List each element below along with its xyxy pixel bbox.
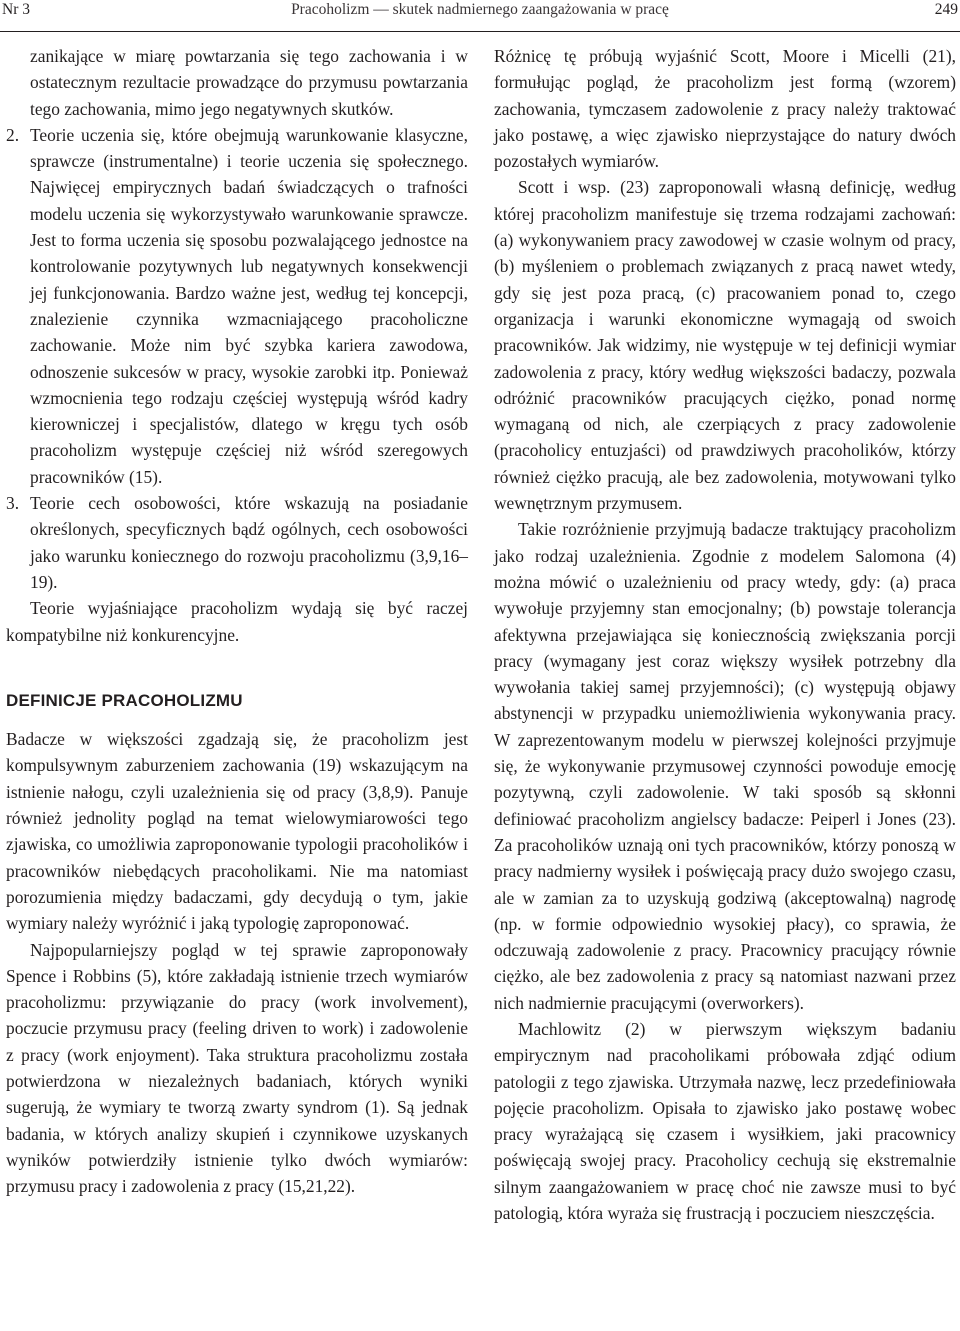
header-rule: [0, 31, 960, 32]
paragraph: Badacze w większości zgadzają się, że pracoholizm jest kompulsywnym zaburzeniem zachowania (19) wskazującym na istnienie nałogu, czyli uzależnienia się od pracy (3,8,9). Panuje również jednolity pogląd na temat wielowymiarowości tego zjawiska, co umożliwia zaproponowanie typologii pracoholików i pracowników niebędących pracoholikami. Nie ma natomiast porozumienia między badaczami, gdy decydują o tym, jakie wymiary należy wyróżnić i jaką typologię zaproponować.: [6, 729, 468, 934]
issue-number: Nr 3: [2, 1, 30, 18]
running-header: [0, 0, 960, 22]
paragraph: Różnicę tę próbują wyjaśnić Scott, Moore i Micelli (21), formułując pogląd, że pracoholizm jest formą (wzorem) zachowania, tymczasem zadowolenie z pracy należy traktować jako postawę, a więc zjawisko nieprzystające do natury dwóch pozostałych wymiarów.: [494, 46, 956, 172]
paragraph: Takie rozróżnienie przyjmują badacze traktujący pracoholizm jako rodzaj uzależnienia. Zgodnie z modelem Salomona (4) można mówić o uzależnieniu od pracy wtedy, gdy: (a) praca wywołuje przyjemny stan emocjonalny; (b) powstaje tolerancja afektywna przejawiająca się koniecznością zwiększania porcji pracy (wymagany jest coraz większy wysiłek potrzebny dla wywołania takiej samej przyjemności); (c) występują objawy abstynencji w przypadku uniemożliwienia wykonywania pracy. W zaprezentowanym modelu w pierwszej kolejności przyjmuje się, że wykonywanie przymusowej czynności powoduje emocję pozytywną, czyli zadowolenie. W taki sposób są skłonni definiować pracoholizm angielscy badacze: Peiperl i Jones (23). Za pracoholików uznają oni tych pracowników, którzy ponoszą w pracy nadmierny wysiłek i poświęcają pracy dużo swojego czasu, ale w zamian za to uzyskują godziwą (akceptowalną) nagrodę (np. w formie odpowiednio wysokiej płacy), co sprawia, że odczuwają zadowolenie z pracy. Pracownicy pracujący równie ciężko, ale bez zadowolenia z pracy są natomiast nazwani przez nich nadmiernie pracującymi (overworkers).: [494, 519, 956, 1013]
section-heading: DEFINICJE PRACOHOLIZMU: [6, 690, 243, 710]
paragraph: Teorie wyjaśniające pracoholizm wydają się być raczej kompatybilne niż konkurencyjne.: [6, 598, 468, 645]
page-number: 249: [934, 1, 958, 18]
list-item-3: [6, 490, 468, 595]
list-number: 3.: [6, 493, 20, 514]
running-title: Pracoholizm — skutek nadmiernego zaangażowania w pracę: [291, 1, 669, 18]
list-item-2: [6, 122, 468, 490]
list-item-1-continuation: zanikające w miarę powtarzania się tego zachowania i w ostatecznym rezultacie prowadzące do przymusu powtarzania tego zachowania, mimo jego negatywnych skutków.: [30, 46, 468, 119]
left-column: [6, 43, 468, 1199]
paragraph: Scott i wsp. (23) zaproponowali własną definicję, według której pracoholizm manifestuje się trzema rodzajami zachowań: (a) wykonywaniem pracy zawodowej w czasie wolnym od pracy, (b) myśleniem o problemach związanych z pracą nawet wtedy, gdy się jest poza pracą, (c) pracowaniem ponad to, czego organizacja i warunki ekonomiczne wymagają od swoich pracowników. Jak widzimy, nie występuje w tej definicji wymiar zadowolenia z pracy, który według większości badaczy, pozwala odróżnić pracowników pracujących ciężko, ponad normę wymaganą od nich, ale czerpiących z pracy zadowolenie (pracoholicy entuzjaści) od prawdziwych pracoholików, którzy również ciężko pracują, ale bez zadowolenia, motywowani tylko wewnętrznym przymusem.: [494, 177, 956, 514]
list-item-text: Teorie cech osobowości, które wskazują na posiadanie określonych, specyficznych bądź ogólnych, cech osobowości jako warunku koniecznego do rozwoju pracoholizmu (3,9,16–19).: [30, 493, 468, 592]
paragraph: Najpopularniejszy pogląd w tej sprawie zaproponowały Spence i Robbins (5), które zakładają istnienie trzech wymiarów pracoholizmu: przywiązanie do pracy (work involvement), poczucie przymusu pracy (feeling driven to work) i zadowolenie z pracy (work enjoyment). Taka struktura pracoholizmu została potwierdzona w niezależnych badaniach, których wyniki sugerują, że wymiary te tworzą zwarty syndrom (1). Są jednak badania, w których analizy skupień i czynnikowe uzyskanych wyników potwierdziły istnienie tylko dwóch wymiarów: przymusu pracy i zadowolenia z pracy (15,21,22).: [6, 939, 468, 1197]
right-column: [494, 43, 956, 1226]
paragraph: Machlowitz (2) w pierwszym większym badaniu empirycznym nad pracoholikami próbowała zdjąć odium patologii z tego zjawiska. Utrzymała nazwę, lecz przedefiniowała pojęcie pracoholizm. Opisała to zjawisko jako postawę wobec pracy wyrażającą się czasem i wysiłkiem, jaki pracownicy poświęcają swojej pracy. Pracoholicy cechują się ekstremalnie silnym zaangażowaniem w pracę choć nie zawsze musi to być patologią, która wyraża się frustracją i poczuciem nieszczęścia.: [494, 1018, 956, 1224]
list-item-text: Teorie uczenia się, które obejmują warunkowanie klasyczne, sprawcze (instrumentalne) i teorie uczenia się społecznego. Najwięcej empirycznych badań świadczących o trafności modelu uczenia się wykorzystywało warunkowanie sprawcze. Jest to forma uczenia się sposobu pozwalającego jednostce na kontrolowanie pozytywnych lub negatywnych konsekwencji jej funkcjonowania. Bardzo ważne jest, według tej koncepcji, znalezienie czynnika wzmacniającego pracoholiczne zachowanie. Może nim być szybka kariera zawodowa, odnoszenie sukcesów w pracy, wysokie zarobki itp. Ponieważ wzmocnienia tego rodzaju częściej występują wśród kadry kierowniczej i specjalistów, dlatego w kręgu tych osób pracoholizm występuje częściej niż wśród szeregowych pracowników (15).: [30, 124, 468, 487]
list-number: 2.: [6, 124, 20, 145]
